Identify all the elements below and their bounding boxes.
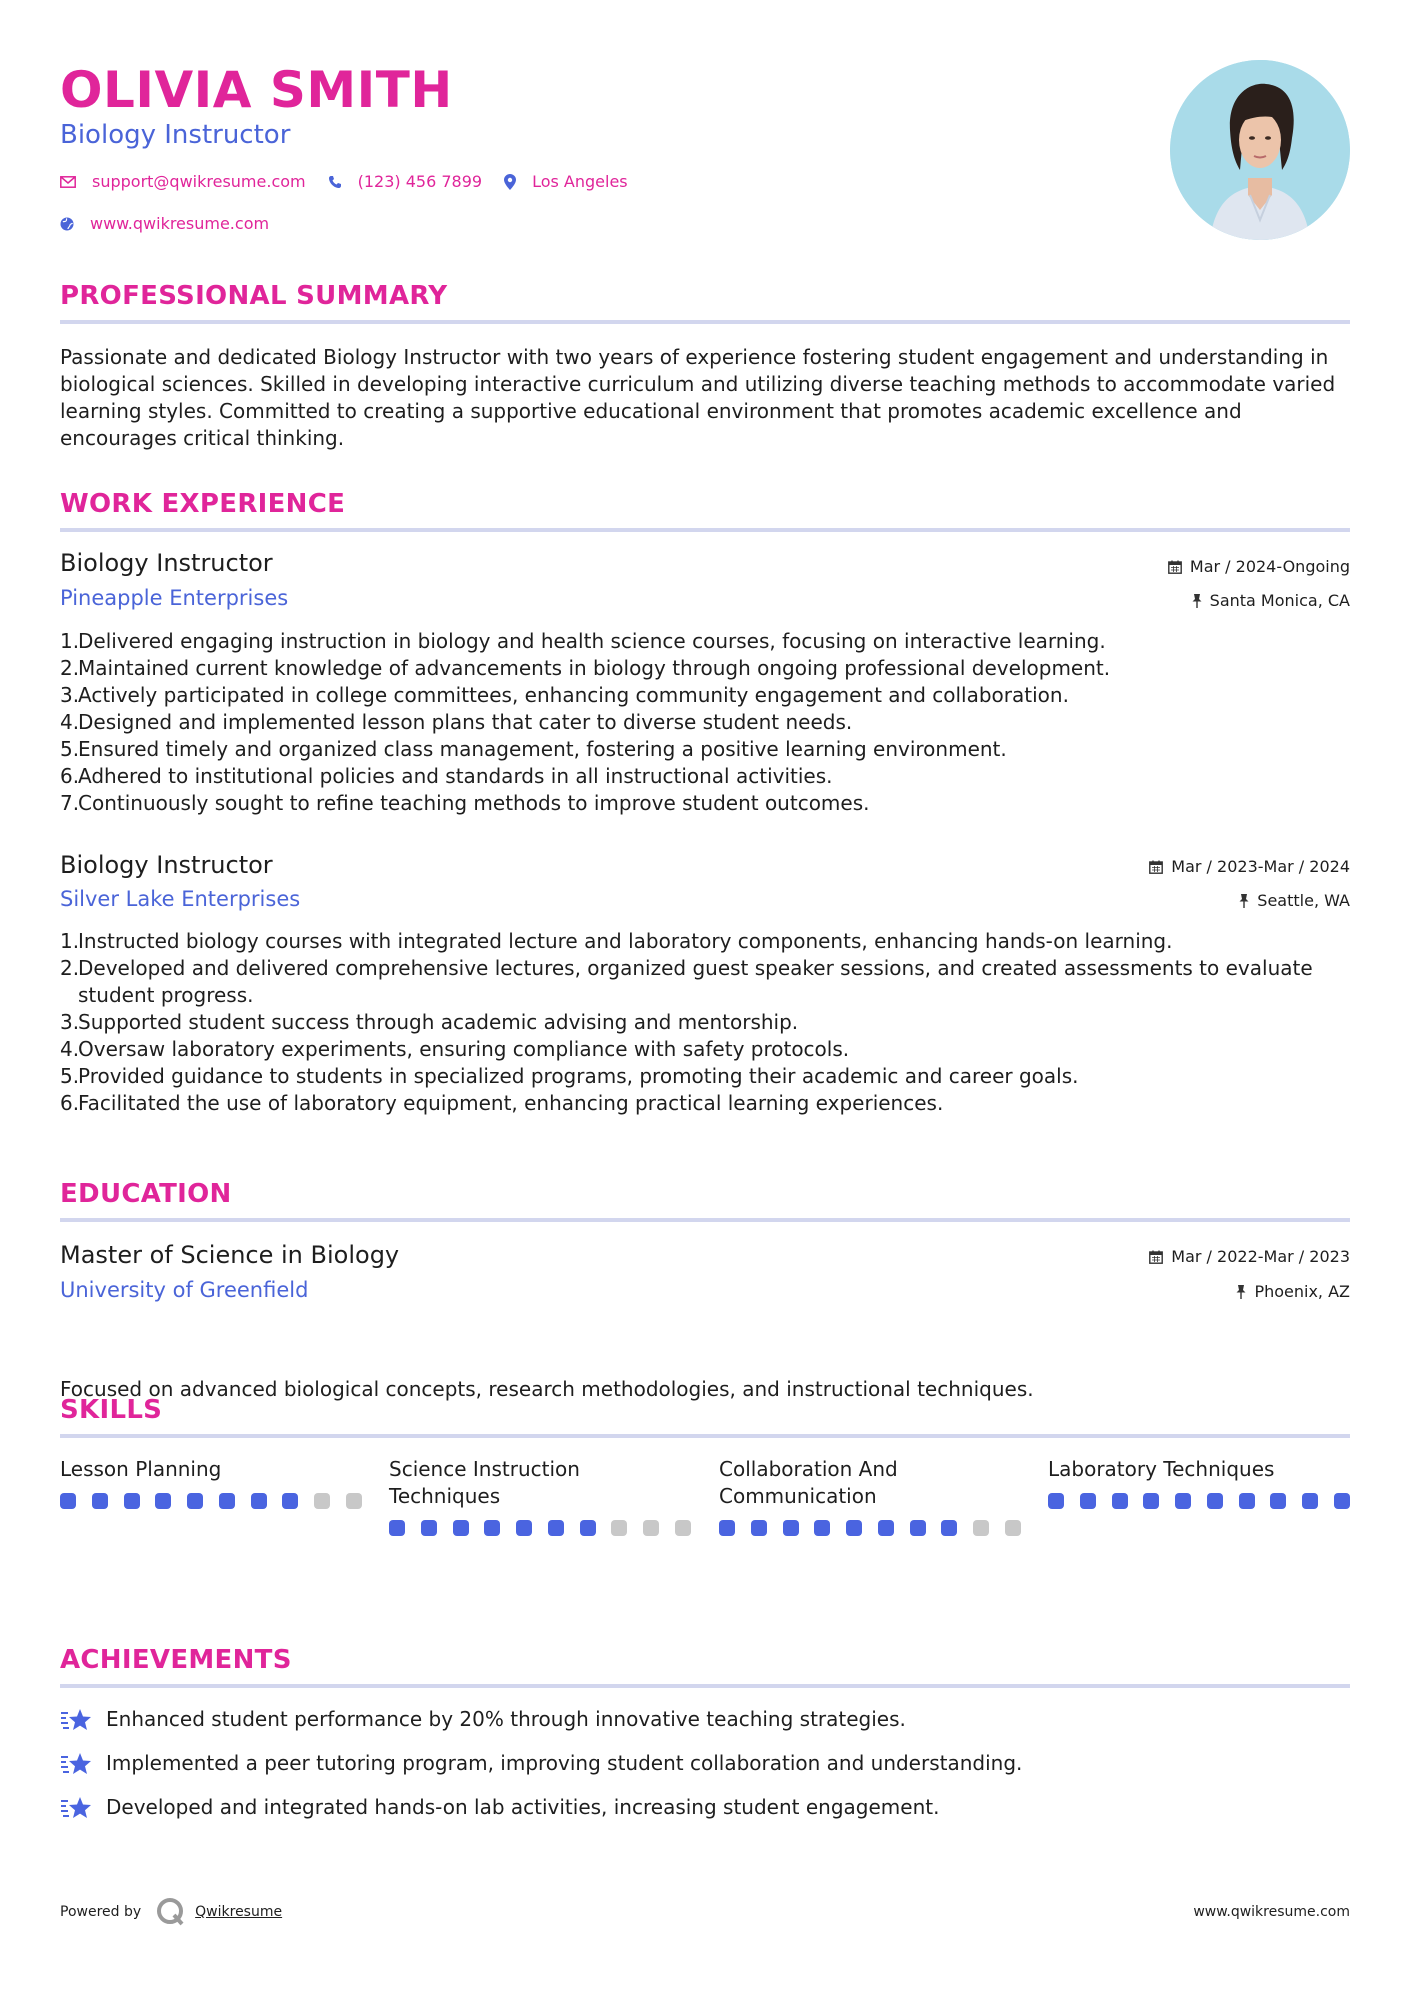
job-2-location [1239, 890, 1350, 912]
list-item: 6. Adhered to institutional policies and standards in all instructional activities. [60, 764, 833, 788]
rating-dot-filled [846, 1520, 862, 1536]
rating-dot-filled [60, 1493, 76, 1509]
envelope-icon [60, 176, 76, 188]
skill-4 [1048, 1456, 1350, 1509]
rating-dot-empty [973, 1520, 989, 1536]
job-2-title: Biology Instructor [60, 851, 273, 879]
achievement-item-2 [60, 1750, 1022, 1777]
rating-dot-filled [219, 1493, 235, 1509]
job-2-location-text: Seattle, WA [1257, 891, 1350, 910]
rating-dot-empty [1005, 1520, 1021, 1536]
skill-2-rating [389, 1520, 691, 1536]
rating-dot-filled [548, 1520, 564, 1536]
education-divider [60, 1218, 1350, 1222]
rating-dot-filled [941, 1520, 957, 1536]
phone-icon [328, 175, 342, 189]
skill-3-name: Collaboration And Communication [719, 1457, 898, 1508]
location-text: Los Angeles [532, 172, 628, 191]
rating-dot-empty [314, 1493, 330, 1509]
phone-text: (123) 456 7899 [357, 172, 483, 191]
list-item: 4. Oversaw laboratory experiments, ensuring compliance with safety protocols. [60, 1037, 850, 1061]
achievement-text-3: Developed and integrated hands-on lab activities, increasing student engagement. [106, 1795, 940, 1819]
calendar-icon [1149, 860, 1163, 874]
list-item: 2. Maintained current knowledge of advancements in biology through ongoing professional development. [60, 656, 1111, 680]
rating-dot-filled [814, 1520, 830, 1536]
rating-dot-filled [910, 1520, 926, 1536]
resume-page [60, 60, 1350, 1930]
rating-dot-filled [484, 1520, 500, 1536]
experience-divider [60, 528, 1350, 532]
list-item: 4. Designed and implemented lesson plans that cater to diverse student needs. [60, 710, 853, 734]
skill-4-name: Laboratory Techniques [1048, 1457, 1275, 1481]
contact-location [504, 172, 628, 191]
rating-dot-filled [389, 1520, 405, 1536]
achievement-text-1: Enhanced student performance by 20% through innovative teaching strategies. [106, 1707, 906, 1731]
job-2-company: Silver Lake Enterprises [60, 887, 301, 911]
list-item: 1. Instructed biology courses with integrated lecture and laboratory components, enhancing hands-on learning. [60, 929, 1173, 953]
job-1-location-text: Santa Monica, CA [1209, 591, 1350, 610]
star-icon [60, 1707, 92, 1733]
job-1-bullets [60, 628, 1350, 817]
rating-dot-filled [1080, 1493, 1096, 1509]
job-1-company: Pineapple Enterprises [60, 586, 289, 610]
skill-1-name: Lesson Planning [60, 1457, 222, 1481]
pushpin-icon [1236, 1285, 1246, 1299]
rating-dot-filled [783, 1520, 799, 1536]
website-text: www.qwikresume.com [90, 214, 270, 233]
education-heading: EDUCATION [60, 1179, 232, 1209]
email-text: support@qwikresume.com [92, 172, 306, 191]
rating-dot-filled [124, 1493, 140, 1509]
job-2-bullets [60, 928, 1350, 1117]
rating-dot-filled [282, 1493, 298, 1509]
profile-photo [1170, 60, 1350, 240]
job-2-dates [1149, 856, 1350, 878]
experience-heading: WORK EXPERIENCE [60, 489, 346, 519]
rating-dot-empty [675, 1520, 691, 1536]
rating-dot-filled [1143, 1493, 1159, 1509]
rating-dot-filled [516, 1520, 532, 1536]
skill-2 [389, 1456, 691, 1536]
achievement-item-3 [60, 1794, 939, 1821]
footer-website[interactable]: www.qwikresume.com [1193, 1904, 1350, 1920]
skill-3-rating [719, 1520, 1021, 1536]
rating-dot-filled [751, 1520, 767, 1536]
rating-dot-empty [346, 1493, 362, 1509]
rating-dot-filled [1112, 1493, 1128, 1509]
education-location [1236, 1281, 1350, 1303]
list-item: 3. Supported student success through academic advising and mentorship. [60, 1010, 799, 1034]
pushpin-icon [1239, 894, 1249, 908]
rating-dot-filled [878, 1520, 894, 1536]
education-dates-text: Mar / 2022-Mar / 2023 [1171, 1247, 1350, 1266]
candidate-name: OLIVIA SMITH [60, 61, 453, 119]
skill-2-name: Science Instruction Techniques [389, 1457, 580, 1508]
achievement-text-2: Implemented a peer tutoring program, improving student collaboration and understanding. [106, 1751, 1023, 1775]
rating-dot-filled [1302, 1493, 1318, 1509]
contact-row-1 [60, 172, 650, 191]
achievements-heading: ACHIEVEMENTS [60, 1645, 292, 1675]
rating-dot-empty [643, 1520, 659, 1536]
rating-dot-filled [580, 1520, 596, 1536]
map-pin-icon [504, 174, 516, 190]
rating-dot-filled [1175, 1493, 1191, 1509]
summary-divider [60, 320, 1350, 324]
achievements-divider [60, 1684, 1350, 1688]
job-1-location [1192, 590, 1350, 612]
contact-row-2 [60, 214, 291, 233]
education-dates [1149, 1246, 1350, 1268]
skills-divider [60, 1434, 1350, 1438]
rating-dot-filled [155, 1493, 171, 1509]
rating-dot-filled [421, 1520, 437, 1536]
education-degree: Master of Science in Biology [60, 1241, 400, 1269]
rating-dot-filled [453, 1520, 469, 1536]
contact-email[interactable] [60, 172, 306, 191]
rating-dot-filled [1334, 1493, 1350, 1509]
rating-dot-filled [251, 1493, 267, 1509]
rating-dot-filled [187, 1493, 203, 1509]
achievement-item-1 [60, 1706, 906, 1733]
qwikresume-link[interactable]: Qwikresume [195, 1904, 283, 1920]
skill-1 [60, 1456, 362, 1509]
education-location-text: Phoenix, AZ [1254, 1282, 1350, 1301]
summary-heading: PROFESSIONAL SUMMARY [60, 281, 448, 311]
candidate-role: Biology Instructor [60, 120, 291, 150]
list-item: 5. Ensured timely and organized class management, fostering a positive learning environment. [60, 737, 1007, 761]
list-item: 1. Delivered engaging instruction in biology and health science courses, focusing on interactive learning. [60, 629, 1106, 653]
education-school: University of Greenfield [60, 1278, 309, 1302]
list-item: 7. Continuously sought to refine teaching methods to improve student outcomes. [60, 791, 870, 815]
rating-dot-filled [1207, 1493, 1223, 1509]
list-item: 6. Facilitated the use of laboratory equipment, enhancing practical learning experiences. [60, 1091, 944, 1115]
footer-powered-by [60, 1896, 282, 1928]
rating-dot-empty [611, 1520, 627, 1536]
pushpin-icon [1192, 594, 1202, 608]
rating-dot-filled [1048, 1493, 1064, 1509]
rating-dot-filled [1239, 1493, 1255, 1509]
job-2-dates-text: Mar / 2023-Mar / 2024 [1171, 857, 1350, 876]
rating-dot-filled [1270, 1493, 1286, 1509]
summary-text: Passionate and dedicated Biology Instructor with two years of experience fostering student engagement and understanding in biological sciences. Skilled in developing interactive curriculum and utilizing diverse teaching methods to accommodate varied learning styles. Committed to creating a supportive educational environment that promotes academic excellence and encourages critical thinking. [60, 345, 1336, 450]
education-description: Focused on advanced biological concepts, research methodologies, and instructional techniques. [60, 1377, 1034, 1401]
skill-1-rating [60, 1493, 362, 1509]
rating-dot-filled [719, 1520, 735, 1536]
list-item: 5. Provided guidance to students in specialized programs, promoting their academic and career goals. [60, 1064, 1079, 1088]
job-1-dates-text: Mar / 2024-Ongoing [1189, 557, 1350, 576]
powered-by-label: Powered by [60, 1904, 142, 1920]
list-item: 3. Actively participated in college committees, enhancing community engagement and collaboration. [60, 683, 1069, 707]
contact-phone[interactable] [328, 172, 482, 191]
calendar-icon [1149, 1250, 1163, 1264]
rating-dot-filled [92, 1493, 108, 1509]
contact-website[interactable] [60, 214, 269, 233]
list-item: 2. Developed and delivered comprehensive lectures, organized guest speaker sessions, and created assessments to evaluate student progress. [60, 956, 1313, 1007]
qwikresume-logo-icon [155, 1896, 187, 1928]
skills-heading: SKILLS [60, 1395, 163, 1425]
star-icon [60, 1795, 92, 1821]
globe-icon [60, 217, 74, 231]
job-1-title: Biology Instructor [60, 549, 273, 577]
job-1-dates [1168, 556, 1350, 578]
calendar-icon [1168, 560, 1182, 574]
skill-4-rating [1048, 1493, 1350, 1509]
star-icon [60, 1751, 92, 1777]
skill-3 [719, 1456, 1021, 1536]
avatar-portrait [1170, 60, 1350, 240]
